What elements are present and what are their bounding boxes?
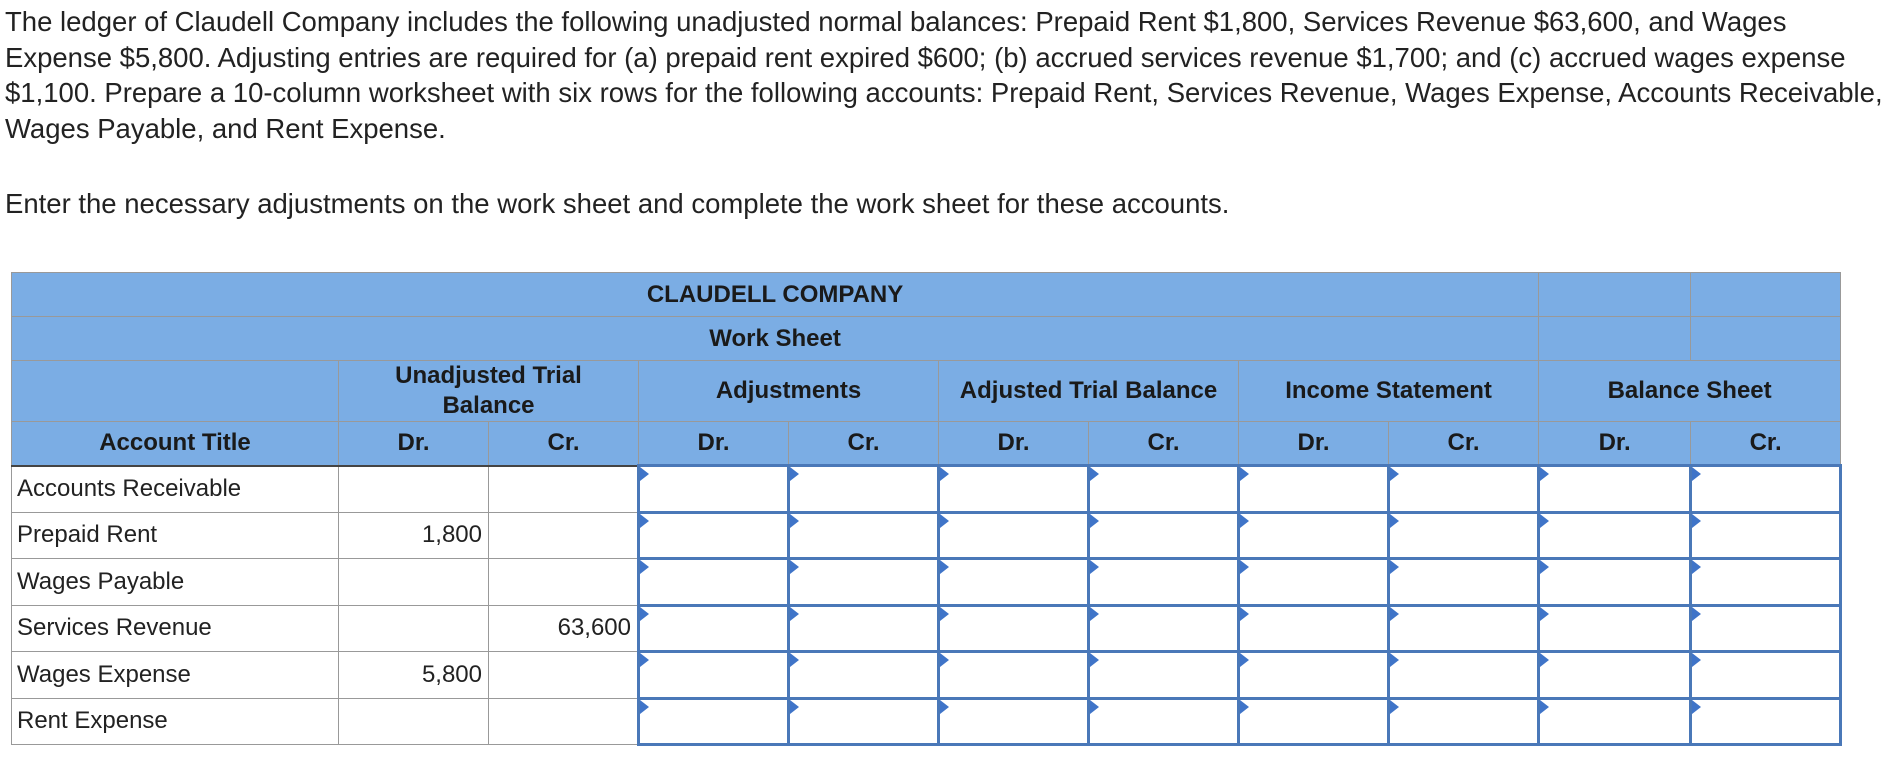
- income-dr-input[interactable]: [1239, 652, 1389, 699]
- input-marker-icon: [940, 560, 949, 574]
- worksheet-row: [12, 698, 1841, 745]
- income-cr-input[interactable]: [1389, 559, 1539, 606]
- adj-dr-input[interactable]: [639, 652, 789, 699]
- input-marker-icon: [790, 514, 799, 528]
- input-marker-icon: [1390, 467, 1399, 481]
- group-header-income: Income Statement: [1239, 361, 1539, 422]
- adjusted-cr-input[interactable]: [1089, 605, 1239, 652]
- input-marker-icon: [1090, 607, 1099, 621]
- income-cr-input[interactable]: [1389, 466, 1539, 513]
- worksheet-row: [12, 512, 1841, 559]
- group-header-adjusted: Adjusted Trial Balance: [939, 361, 1239, 422]
- input-marker-icon: [1540, 467, 1549, 481]
- balance-cr-input[interactable]: [1691, 512, 1841, 559]
- column-header-cr: Cr.: [789, 422, 939, 466]
- adjusted-dr-input[interactable]: [939, 512, 1089, 559]
- adj-cr-input[interactable]: [789, 466, 939, 513]
- adjusted-cr-input[interactable]: [1089, 652, 1239, 699]
- column-header-dr: Dr.: [1239, 422, 1389, 466]
- input-marker-icon: [940, 514, 949, 528]
- account-title-cell: Prepaid Rent: [12, 512, 339, 559]
- income-dr-input[interactable]: [1239, 466, 1389, 513]
- column-header-cr: Cr.: [1089, 422, 1239, 466]
- balance-cr-input[interactable]: [1691, 466, 1841, 513]
- unadjusted-cr-cell: [489, 512, 639, 559]
- account-title-cell: Rent Expense: [12, 698, 339, 745]
- adjusted-dr-input[interactable]: [939, 605, 1089, 652]
- input-marker-icon: [1090, 467, 1099, 481]
- balance-dr-input[interactable]: [1539, 466, 1691, 513]
- input-marker-icon: [1540, 607, 1549, 621]
- account-title-cell: Services Revenue: [12, 605, 339, 652]
- input-marker-icon: [1692, 560, 1701, 574]
- input-marker-icon: [1240, 607, 1249, 621]
- input-marker-icon: [1692, 653, 1701, 667]
- input-marker-icon: [640, 560, 649, 574]
- input-marker-icon: [1090, 560, 1099, 574]
- group-header-blank: [12, 361, 339, 422]
- worksheet-row: [12, 652, 1841, 699]
- input-marker-icon: [790, 607, 799, 621]
- input-marker-icon: [1090, 700, 1099, 714]
- input-marker-icon: [1240, 700, 1249, 714]
- header-blank-cell: [1539, 317, 1691, 361]
- column-header-account-title: Account Title: [12, 422, 339, 466]
- input-marker-icon: [1390, 514, 1399, 528]
- input-marker-icon: [1692, 514, 1701, 528]
- balance-dr-input[interactable]: [1539, 559, 1691, 606]
- company-name: CLAUDELL COMPANY: [12, 273, 1539, 317]
- adj-cr-input[interactable]: [789, 698, 939, 745]
- income-cr-input[interactable]: [1389, 652, 1539, 699]
- unadjusted-cr-cell: [489, 652, 639, 699]
- column-header-cr: Cr.: [489, 422, 639, 466]
- adjusted-dr-input[interactable]: [939, 466, 1089, 513]
- column-header-cr: Cr.: [1691, 422, 1841, 466]
- input-marker-icon: [1090, 514, 1099, 528]
- unadjusted-cr-cell: [489, 698, 639, 745]
- adj-cr-input[interactable]: [789, 605, 939, 652]
- balance-cr-input[interactable]: [1691, 605, 1841, 652]
- adjusted-cr-input[interactable]: [1089, 559, 1239, 606]
- input-marker-icon: [790, 560, 799, 574]
- unadjusted-dr-cell: [339, 605, 489, 652]
- adj-dr-input[interactable]: [639, 466, 789, 513]
- adj-cr-input[interactable]: [789, 512, 939, 559]
- input-marker-icon: [1390, 607, 1399, 621]
- column-header-dr: Dr.: [939, 422, 1089, 466]
- input-marker-icon: [1240, 514, 1249, 528]
- adjusted-dr-input[interactable]: [939, 652, 1089, 699]
- input-marker-icon: [1390, 560, 1399, 574]
- unadjusted-dr-cell: [339, 466, 489, 513]
- balance-dr-input[interactable]: [1539, 698, 1691, 745]
- input-marker-icon: [1692, 700, 1701, 714]
- adjusted-dr-input[interactable]: [939, 559, 1089, 606]
- input-marker-icon: [1240, 560, 1249, 574]
- input-marker-icon: [1540, 560, 1549, 574]
- column-header-dr: Dr.: [639, 422, 789, 466]
- input-marker-icon: [640, 700, 649, 714]
- income-dr-input[interactable]: [1239, 559, 1389, 606]
- input-marker-icon: [640, 607, 649, 621]
- unadjusted-dr-cell: [339, 559, 489, 606]
- adj-cr-input[interactable]: [789, 559, 939, 606]
- adj-cr-input[interactable]: [789, 652, 939, 699]
- worksheet-row: [12, 605, 1841, 652]
- balance-dr-input[interactable]: [1539, 652, 1691, 699]
- header-blank-cell: [1539, 273, 1691, 317]
- input-marker-icon: [1540, 514, 1549, 528]
- account-title-cell: Wages Payable: [12, 559, 339, 606]
- balance-cr-input[interactable]: [1691, 652, 1841, 699]
- adj-dr-input[interactable]: [639, 559, 789, 606]
- input-marker-icon: [1390, 700, 1399, 714]
- input-marker-icon: [640, 467, 649, 481]
- account-title-cell: Wages Expense: [12, 652, 339, 699]
- worksheet-row: [12, 466, 1841, 513]
- adjusted-cr-input[interactable]: [1089, 466, 1239, 513]
- income-dr-input[interactable]: [1239, 605, 1389, 652]
- income-cr-input[interactable]: [1389, 605, 1539, 652]
- input-marker-icon: [1540, 700, 1549, 714]
- input-marker-icon: [1240, 653, 1249, 667]
- adj-dr-input[interactable]: [639, 605, 789, 652]
- worksheet-body: [12, 466, 1841, 745]
- income-cr-input[interactable]: [1389, 698, 1539, 745]
- adjusted-cr-input[interactable]: [1089, 698, 1239, 745]
- adj-dr-input[interactable]: [639, 512, 789, 559]
- balance-dr-input[interactable]: [1539, 605, 1691, 652]
- unadjusted-dr-cell: 1,800: [339, 512, 489, 559]
- header-blank-cell: [1691, 317, 1841, 361]
- income-dr-input[interactable]: [1239, 512, 1389, 559]
- input-marker-icon: [790, 700, 799, 714]
- adjusted-dr-input[interactable]: [939, 698, 1089, 745]
- input-marker-icon: [940, 467, 949, 481]
- input-marker-icon: [1540, 653, 1549, 667]
- question-prompt: The ledger of Claudell Company includes the following unadjusted normal balances: Prepaid Rent $1,800, Services Revenue $63,600, and Wages Expense $5,800. Adjusting entries are required for (a) prepaid rent expired $600; (b) accrued services revenue $1,700; and (c) accrued wages expense $1,100. Prepare a 10-column worksheet with six rows for the following accounts: Prepaid Rent, Services Revenue, Wages Expense, Accounts Receivable, Wages Payable, and Rent Expense.: [5, 6, 1883, 144]
- balance-cr-input[interactable]: [1691, 698, 1841, 745]
- balance-cr-input[interactable]: [1691, 559, 1841, 606]
- column-header-cr: Cr.: [1389, 422, 1539, 466]
- unadjusted-cr-cell: [489, 559, 639, 606]
- worksheet-table: [11, 272, 1842, 746]
- column-header-dr: Dr.: [1539, 422, 1691, 466]
- question-instruction: Enter the necessary adjustments on the work sheet and complete the work sheet for these accounts.: [5, 188, 1230, 219]
- column-header-dr: Dr.: [339, 422, 489, 466]
- group-header-unadjusted: Unadjusted Trial Balance: [339, 361, 639, 422]
- input-marker-icon: [1090, 653, 1099, 667]
- adjusted-cr-input[interactable]: [1089, 512, 1239, 559]
- input-marker-icon: [790, 467, 799, 481]
- input-marker-icon: [790, 653, 799, 667]
- worksheet-subtitle: Work Sheet: [12, 317, 1539, 361]
- input-marker-icon: [1390, 653, 1399, 667]
- input-marker-icon: [640, 653, 649, 667]
- balance-dr-input[interactable]: [1539, 512, 1691, 559]
- income-cr-input[interactable]: [1389, 512, 1539, 559]
- input-marker-icon: [940, 653, 949, 667]
- input-marker-icon: [640, 514, 649, 528]
- input-marker-icon: [1240, 467, 1249, 481]
- account-title-cell: Accounts Receivable: [12, 466, 339, 513]
- input-marker-icon: [940, 700, 949, 714]
- input-marker-icon: [1692, 467, 1701, 481]
- worksheet-row: [12, 559, 1841, 606]
- income-dr-input[interactable]: [1239, 698, 1389, 745]
- adj-dr-input[interactable]: [639, 698, 789, 745]
- unadjusted-cr-cell: [489, 466, 639, 513]
- group-header-adjustments: Adjustments: [639, 361, 939, 422]
- input-marker-icon: [1692, 607, 1701, 621]
- input-marker-icon: [940, 607, 949, 621]
- group-header-balance: Balance Sheet: [1539, 361, 1841, 422]
- header-blank-cell: [1691, 273, 1841, 317]
- unadjusted-dr-cell: [339, 698, 489, 745]
- unadjusted-dr-cell: 5,800: [339, 652, 489, 699]
- unadjusted-cr-cell: 63,600: [489, 605, 639, 652]
